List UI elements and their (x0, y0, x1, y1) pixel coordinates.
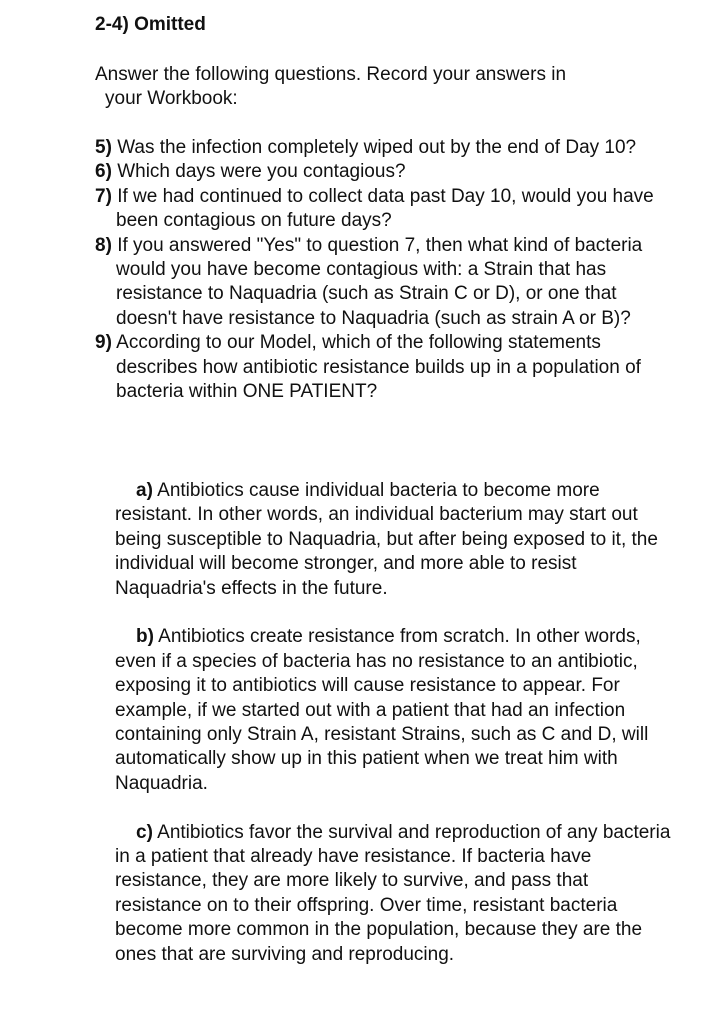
question-7 (95, 185, 675, 234)
instructions (95, 63, 655, 112)
question-number: 7) (95, 185, 112, 207)
question-list (95, 136, 675, 404)
option-a (115, 479, 675, 601)
question-text: According to our Model, which of the following statements describes how antibiotic resistance builds up in a population of bacteria within ONE PATIENT? (116, 332, 641, 403)
question-8 (95, 234, 675, 332)
instructions-line-2: your Workbook: (105, 88, 238, 110)
question-text: If we had continued to collect data past Day 10, would you have been contagious on future days? (116, 185, 654, 232)
option-text: Antibiotics create resistance from scratch. In other words, even if a species of bacteria has no resistance to an antibiotic, exposing it to antibiotics will cause resistance to appear. For example, if we started out with a patient that had an infection containing only Strain A, resistant Strains, such as C and D, will automatically show up in this patient when we treat him with Naquadria. (115, 626, 649, 794)
question-6 (95, 160, 675, 184)
question-5 (95, 136, 675, 160)
question-number: 9) (95, 332, 112, 354)
question-number: 6) (95, 161, 112, 183)
option-text: Antibiotics cause individual bacteria to become more resistant. In other words, an individual bacterium may start out being susceptible to Naquadria, but after being exposed to it, the individual will become stronger, and more able to resist Naquadria's effects in the future. (115, 480, 658, 599)
question-number: 5) (95, 137, 112, 158)
option-label: b) (136, 626, 154, 648)
option-label: a) (136, 480, 153, 501)
option-text: Antibiotics favor the survival and reproduction of any bacteria in a patient that already have resistance. If bacteria have resistance, they are more likely to survive, and pass that resistance on to their offspring. Over time, resistant bacteria become more common in the population, because they are the ones that are surviving and reproducing. (115, 821, 671, 965)
section-heading: 2-4) Omitted (95, 14, 206, 35)
question-text: Was the infection completely wiped out by the end of Day 10? (117, 137, 637, 158)
answer-options (115, 479, 675, 991)
option-b (115, 625, 675, 796)
instructions-line-1: Answer the following questions. Record your answers in (95, 64, 567, 85)
option-label: c) (136, 821, 153, 843)
option-c (115, 821, 675, 967)
question-text: If you answered "Yes" to question 7, then what kind of bacteria would you have become contagious with: a Strain that has resistance to Naquadria (such as Strain C or D), or one that doesn't have resistance to Naquadria (such as strain A or B)? (116, 234, 643, 329)
question-number: 8) (95, 234, 112, 256)
question-text: Which days were you contagious? (117, 161, 406, 183)
question-9 (95, 331, 675, 404)
